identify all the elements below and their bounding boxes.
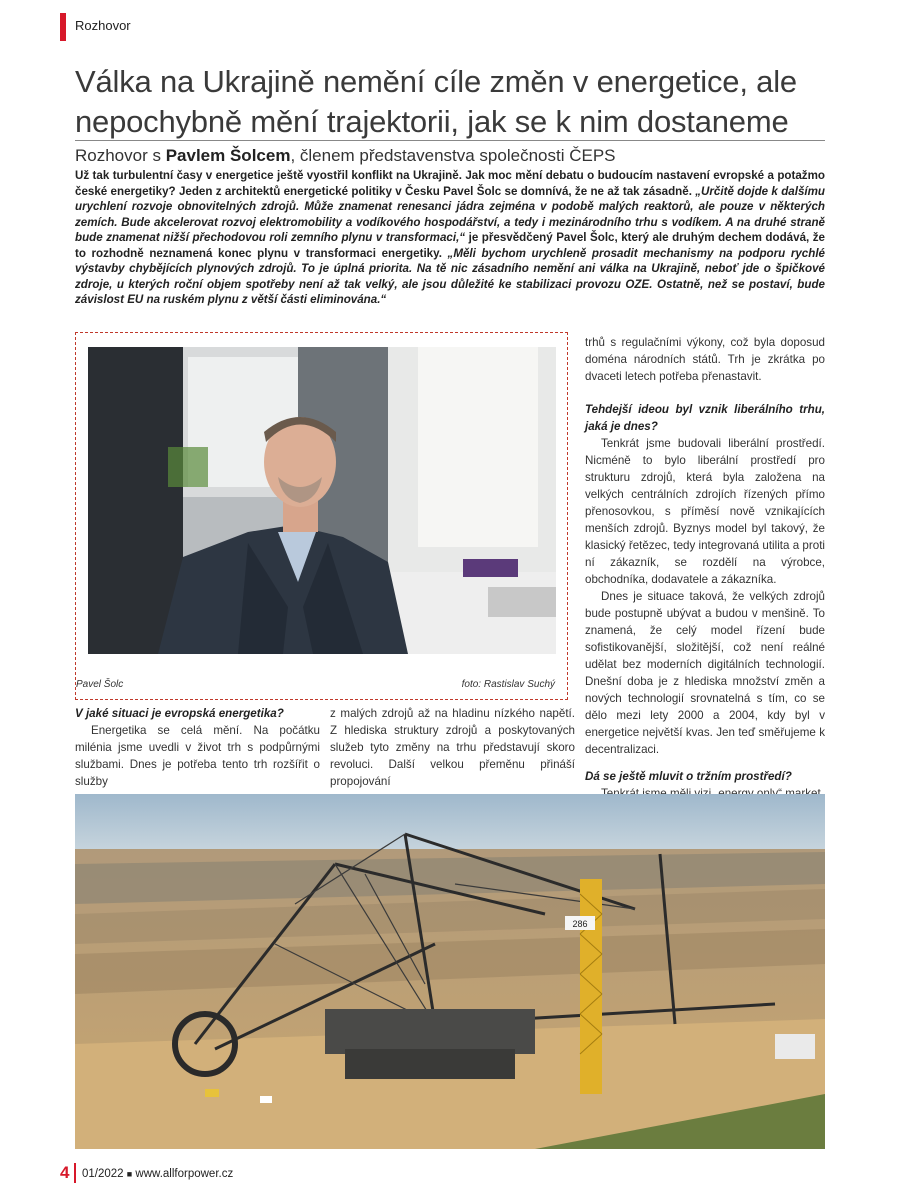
portrait-photo-frame	[75, 332, 568, 700]
lead-quote1: „Určitě dojde k dalšímu urychlení rozvoje obnovitelných zdrojů. Může znamenat renesanci jádra zejména v podobě malých reaktorů, ale pouze v některých zemích. Bude akcelerovat rozvoj elektromobility a vodíkového hospodářství, a tedy i mezinárodního trhu s vodíkem. A na druhé straně bude znamenat nižší přechodovou roli zemního plynu v transformaci,“	[75, 184, 826, 244]
interviewee-name: Pavlem Šolcem	[165, 146, 291, 165]
portrait-photo	[88, 347, 556, 654]
photo-credit: foto: Rastislav Suchý	[461, 679, 555, 690]
lead-quote2: „Měli bychom urychleně prosadit mechanismy na podporu rychlé výstavby chybějících plynových zdrojů. To je úplná priorita. Na tě nic zásadního nemění ani válka na Ukrajině, neboť jde o špičkové zdroje, u kterých roční objem spotřeby není až tak velký, ale jsou důležité ke stabilizaci provozu OZE. Ostatně, než se postaví, bude závislost EU na ruském plynu z větší části eliminována.“	[75, 246, 825, 306]
interview-question: Tehdejší ideou byl vznik liberálního trhu, jaká je dnes?	[585, 403, 825, 433]
article-subtitle	[75, 146, 616, 166]
interview-question: V jaké situaci je evropská energetika?	[75, 707, 284, 720]
excavator-mine-photo	[75, 794, 825, 1149]
interview-question: Dá se ještě mluvit o tržním prostředí?	[585, 770, 792, 783]
website-link[interactable]: www.allforpower.cz	[135, 1168, 234, 1180]
paragraph: Tenkrát jsme budovali liberální prostředí. Nicméně to bylo liberální prostředí pro strukturu zdrojů, která byla založena na velkých centrálních zdrojích řízených přímo přenosovkou, s příměsí nově vznikajících menších zdrojů. Byznys model byl takový, že klasický řetězec, tedy integrovaná utilita a proti ní zákazník, se rozdělí na výrobce, obchodníka, dodavatele a zákazníka.	[585, 437, 825, 586]
lead-part2: je přesvědčený Pavel Šolc, který ale druhým dechem dodává, že to rozhodně neznamená konec plynu v transformaci energetiky.	[75, 231, 825, 260]
footer-accent-bar	[74, 1163, 76, 1183]
footer-separator: ■	[126, 1169, 133, 1179]
article-column-right	[585, 334, 825, 802]
article-column-left	[75, 705, 320, 790]
subtitle-suffix: , členem představenstva společnosti ČEPS	[290, 146, 616, 165]
paragraph: z malých zdrojů až na hladinu nízkého napětí. Z hlediska struktury zdrojů a poskytovaných služeb tyto změny na trhu představují skoro revoluci. Další velkou přeměnu přináší propojování	[330, 707, 575, 788]
issue-number: 01/2022	[82, 1168, 124, 1180]
page-number: 4	[60, 1163, 70, 1182]
article-column-middle	[330, 705, 575, 790]
paragraph: Dnes je situace taková, že velkých zdrojů bude postupně ubývat a budou v menšině. To znamená, že celý model řízení bude sofistikovanější, složitější, což není reálné udělat bez moderních digitálních technologií. Dnešní doba je z hlediska množství změn a nových technologií srovnatelná s tím, co se dělo mezi lety 2000 a 2004, kdy byl v energetice největší kvas. Jen teď směřujeme k decentralizaci.	[585, 590, 825, 756]
section-accent-bar	[60, 13, 66, 41]
headline-divider	[75, 140, 825, 141]
lead-part1: Už tak turbulentní časy v energetice ještě vyostřil konflikt na Ukrajině. Jak moc mění debatu o budoucím nastavení evropské a potažmo české energetiky? Jeden z architektů energetické politiky v Česku Pavel Šolc se domnívá, že ne až tak zásadně.	[75, 169, 825, 198]
section-label: Rozhovor	[75, 18, 131, 33]
photo-caption: Pavel Šolc	[76, 679, 124, 690]
article-headline: Válka na Ukrajině nemění cíle změn v energetice, ale nepochybně mění trajektorii, jak se k nim dostaneme	[75, 64, 797, 139]
footer-text	[82, 1168, 233, 1180]
article-lead	[75, 168, 825, 308]
paragraph: Energetika se celá mění. Na počátku milénia jsme uvedli v život trh s podpůrnými službami. Dnes je potřeba tento trh rozšířit o služby	[75, 724, 320, 788]
paragraph: trhů s regulačními výkony, což byla doposud doména národních států. Trh je zkrátka po dvaceti letech potřeba přenastavit.	[585, 336, 825, 383]
excavator-number: 286	[572, 919, 588, 929]
subtitle-prefix: Rozhovor s	[75, 146, 166, 165]
